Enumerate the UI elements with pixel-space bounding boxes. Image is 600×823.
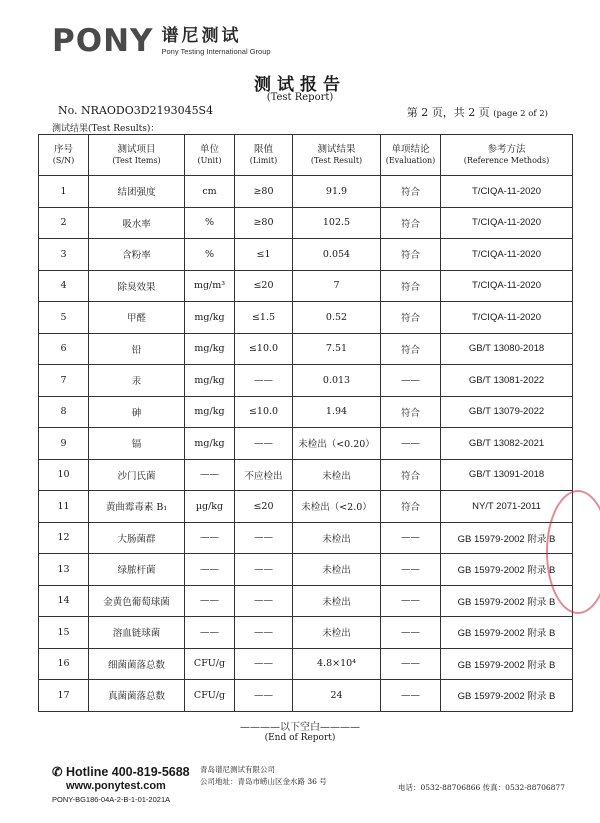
cell-test-item: 大肠菌群 [89,522,185,554]
cell-evaluation: —— [381,585,441,617]
cell-sn: 4 [39,270,89,302]
cell-test-item: 沙门氏菌 [89,459,185,491]
cell-sn: 7 [39,365,89,397]
column-header-cn: 单项结论 [391,143,430,155]
cell-evaluation: 符合 [381,491,441,523]
cell-result: 102.5 [293,207,381,239]
cell-limit: —— [235,648,293,680]
cell-result: 未检出（<2.0） [293,491,381,523]
cell-test-item: 结团强度 [89,176,185,208]
cell-evaluation: 符合 [381,333,441,365]
table-row [39,270,573,302]
website-link[interactable]: www.ponytest.com [66,780,166,792]
cell-sn: 1 [39,176,89,208]
cell-unit: —— [185,585,235,617]
cell-method: NY/T 2071-2011 [441,491,573,523]
cell-result: 未检出 [293,585,381,617]
cell-result: 未检出 [293,554,381,586]
cell-evaluation: 符合 [381,459,441,491]
brand-block [161,27,270,56]
cell-sn: 9 [39,428,89,460]
cell-sn: 13 [39,554,89,586]
cell-result: 0.054 [293,239,381,271]
cell-unit: % [185,239,235,271]
column-header [39,135,89,176]
column-header [381,135,441,176]
page-indicator-cn: 第 2 页，共 2 页 [406,106,490,119]
cell-method: GB/T 13082-2021 [441,428,573,460]
column-header [293,135,381,176]
cell-test-item: 含粉率 [89,239,185,271]
cell-limit: ≤20 [235,491,293,523]
cell-method: GB 15979-2002 附录 B [441,522,573,554]
cell-sn: 11 [39,491,89,523]
column-header-cn: 序号 [53,143,73,155]
cell-evaluation: 符合 [381,207,441,239]
cell-method: GB 15979-2002 附录 B [441,617,573,649]
table-row [39,365,573,397]
hotline: ✆ Hotline 400-819-5688 [52,765,190,779]
cell-method: GB/T 13081-2022 [441,365,573,397]
table-row [39,239,573,271]
column-header-cn: 参考方法 [487,143,526,155]
cell-sn: 10 [39,459,89,491]
cell-test-item: 细菌菌落总数 [89,648,185,680]
table-row [39,648,573,680]
cell-evaluation: —— [381,680,441,712]
cell-evaluation: —— [381,554,441,586]
cell-limit: 不应检出 [235,459,293,491]
end-marker-en: (End of Report) [264,733,336,743]
column-header-cn: 单位 [199,143,219,155]
cell-unit: CFU/g [185,648,235,680]
cell-unit: mg/m³ [185,270,235,302]
cell-test-item: 吸水率 [89,207,185,239]
cell-test-item: 真菌菌落总数 [89,680,185,712]
cell-evaluation: —— [381,522,441,554]
results-body [39,176,573,712]
table-row [39,585,573,617]
cell-sn: 5 [39,302,89,334]
cell-sn: 12 [39,522,89,554]
brand-name-en: Pony Testing International Group [161,46,271,56]
cell-limit: ≤1 [235,239,293,271]
cell-evaluation: 符合 [381,176,441,208]
cell-evaluation: 符合 [381,270,441,302]
cell-limit: ≤1.5 [235,302,293,334]
cell-limit: ≤10.0 [235,333,293,365]
cell-sn: 2 [39,207,89,239]
table-row [39,396,573,428]
table-row [39,428,573,460]
cell-limit: —— [235,554,293,586]
cell-result: 91.9 [293,176,381,208]
cell-result: 1.94 [293,396,381,428]
column-header-en: (Unit) [197,155,222,165]
cell-result: 7 [293,270,381,302]
cell-unit: % [185,207,235,239]
cell-unit: µg/kg [185,491,235,523]
cell-method: T/CIQA-11-2020 [441,270,573,302]
table-row [39,491,573,523]
column-header-cn: 测试结果 [317,143,356,155]
cell-sn: 16 [39,648,89,680]
cell-evaluation: —— [381,648,441,680]
column-header-en: (Reference Methods) [463,155,550,165]
cell-method: GB/T 13079-2022 [441,396,573,428]
cell-method: GB/T 13091-2018 [441,459,573,491]
cell-method: GB 15979-2002 附录 B [441,585,573,617]
cell-unit: —— [185,522,235,554]
cell-test-item: 铅 [89,333,185,365]
column-header [235,135,293,176]
table-row [39,176,573,208]
cell-test-item: 黄曲霉毒素 B₁ [89,491,185,523]
page-indicator [407,104,548,120]
cell-result: 24 [293,680,381,712]
cell-method: GB 15979-2002 附录 B [441,648,573,680]
table-row [39,617,573,649]
column-header-en: (Limit) [249,155,278,165]
cell-evaluation: 符合 [381,302,441,334]
cell-test-item: 砷 [89,396,185,428]
cell-sn: 14 [39,585,89,617]
document-title: 测试报告 [254,75,346,95]
cell-result: 未检出 [293,617,381,649]
cell-method: T/CIQA-11-2020 [441,207,573,239]
cell-method: T/CIQA-11-2020 [441,239,573,271]
cell-method: T/CIQA-11-2020 [441,176,573,208]
cell-limit: —— [235,522,293,554]
column-header-cn: 限值 [253,143,273,155]
cell-unit: mg/kg [185,302,235,334]
cell-evaluation: —— [381,365,441,397]
page-indicator-en: (page 2 of 2) [493,109,548,119]
company-address: 公司地址：青岛市崂山区金水路 36 号 [200,777,327,786]
column-header [185,135,235,176]
table-row [39,459,573,491]
cell-unit: mg/kg [185,396,235,428]
footer-company [200,764,327,788]
column-header [89,135,185,176]
document-code: PONY-BG186-04A-2-B-1-01-2021A [52,795,171,804]
cell-test-item: 金黄色葡萄球菌 [89,585,185,617]
logo-wordmark: PONY [52,23,154,59]
report-number: No. NRAODO3D2193045S4 [58,104,214,117]
cell-limit: —— [235,428,293,460]
cell-unit: mg/kg [185,333,235,365]
table-row [39,207,573,239]
cell-result: 未检出（<0.20） [293,428,381,460]
cell-unit: mg/kg [185,428,235,460]
cell-limit: —— [235,617,293,649]
cell-limit: —— [235,365,293,397]
cell-sn: 3 [39,239,89,271]
cell-unit: —— [185,554,235,586]
cell-method: T/CIQA-11-2020 [441,302,573,334]
cell-sn: 6 [39,333,89,365]
brand-name-cn: 谱尼测试 [161,26,242,47]
cell-result: 0.52 [293,302,381,334]
document-subtitle: (Test Report) [266,92,334,103]
table-row [39,302,573,334]
cell-limit: ≥80 [235,207,293,239]
table-header-row [39,135,573,176]
table-row [39,522,573,554]
cell-test-item: 除臭效果 [89,270,185,302]
end-marker: ————以下空白———— [240,722,360,733]
company-phone: 电话：0532-88706866 传真：0532-88706877 [398,783,565,792]
cell-unit: mg/kg [185,365,235,397]
column-header [441,135,573,176]
cell-limit: ≥80 [235,176,293,208]
cell-result: 未检出 [293,459,381,491]
results-table [38,134,573,712]
cell-result: 4.8×10⁴ [293,648,381,680]
cell-method: GB 15979-2002 附录 B [441,680,573,712]
cell-sn: 17 [39,680,89,712]
cell-unit: —— [185,617,235,649]
cell-limit: —— [235,585,293,617]
cell-sn: 15 [39,617,89,649]
column-header-cn: 测试项目 [117,143,156,155]
cell-evaluation: —— [381,617,441,649]
cell-result: 7.51 [293,333,381,365]
cell-result: 0.013 [293,365,381,397]
company-name: 青岛谱尼测试有限公司 [200,765,275,774]
cell-evaluation: 符合 [381,239,441,271]
cell-limit: ≤20 [235,270,293,302]
cell-limit: ≤10.0 [235,396,293,428]
cell-test-item: 甲醛 [89,302,185,334]
column-header-en: (Test Items) [112,155,161,165]
cell-unit: —— [185,459,235,491]
footer-contact [52,764,190,804]
column-header-en: (Test Result) [310,155,363,165]
cell-method: GB 15979-2002 附录 B [441,554,573,586]
cell-unit: cm [185,176,235,208]
table-row [39,554,573,586]
cell-sn: 8 [39,396,89,428]
table-row [39,680,573,712]
column-header-en: (Evaluation) [385,155,436,165]
cell-evaluation: 符合 [381,396,441,428]
cell-test-item: 镉 [89,428,185,460]
cell-test-item: 绿脓杆菌 [89,554,185,586]
cell-evaluation: —— [381,428,441,460]
cell-test-item: 溶血链球菌 [89,617,185,649]
cell-method: GB/T 13080-2018 [441,333,573,365]
results-label: 测试结果(Test Results)： [52,124,160,134]
table-row [39,333,573,365]
cell-test-item: 汞 [89,365,185,397]
company-logo [52,23,271,59]
cell-result: 未检出 [293,522,381,554]
cell-unit: CFU/g [185,680,235,712]
column-header-en: (S/N) [52,155,75,165]
cell-limit: —— [235,680,293,712]
